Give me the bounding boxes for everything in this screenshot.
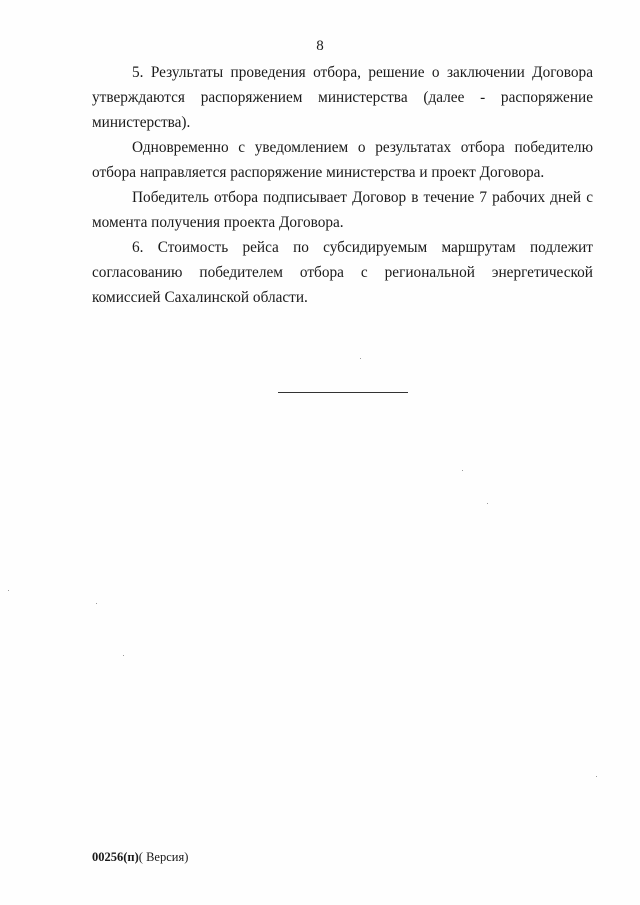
scan-speck bbox=[8, 590, 9, 591]
page-number: 8 bbox=[316, 38, 324, 54]
scan-speck bbox=[487, 503, 488, 504]
paragraph-notification: Одновременно с уведомлением о результатах отбора победителю отбора направляется распоряжение министерства и проект Договора. bbox=[92, 139, 593, 181]
scan-speck bbox=[123, 655, 124, 656]
document-body bbox=[92, 60, 593, 310]
footer-document-code bbox=[92, 850, 188, 865]
scan-speck bbox=[96, 603, 97, 604]
footer-code: 00256(п) bbox=[92, 850, 139, 864]
end-separator-line bbox=[278, 392, 408, 393]
paragraph-winner-signs: Победитель отбора подписывает Договор в течение 7 рабочих дней с момента получения проекта Договора. bbox=[92, 189, 593, 231]
paragraph-item-6-cost: 6. Стоимость рейса по субсидируемым маршрутам подлежит согласованию победителем отбора с региональной энергетической комиссией Сахалинской области. bbox=[92, 239, 593, 306]
scan-speck bbox=[462, 470, 463, 471]
scan-speck bbox=[360, 358, 361, 359]
footer-version: ( Версия) bbox=[138, 850, 189, 864]
paragraph-item-5-results: 5. Результаты проведения отбора, решение о заключении Договора утверждаются распоряжением министерства (далее - распоряжение министерства). bbox=[92, 64, 593, 131]
scan-speck bbox=[596, 776, 597, 777]
